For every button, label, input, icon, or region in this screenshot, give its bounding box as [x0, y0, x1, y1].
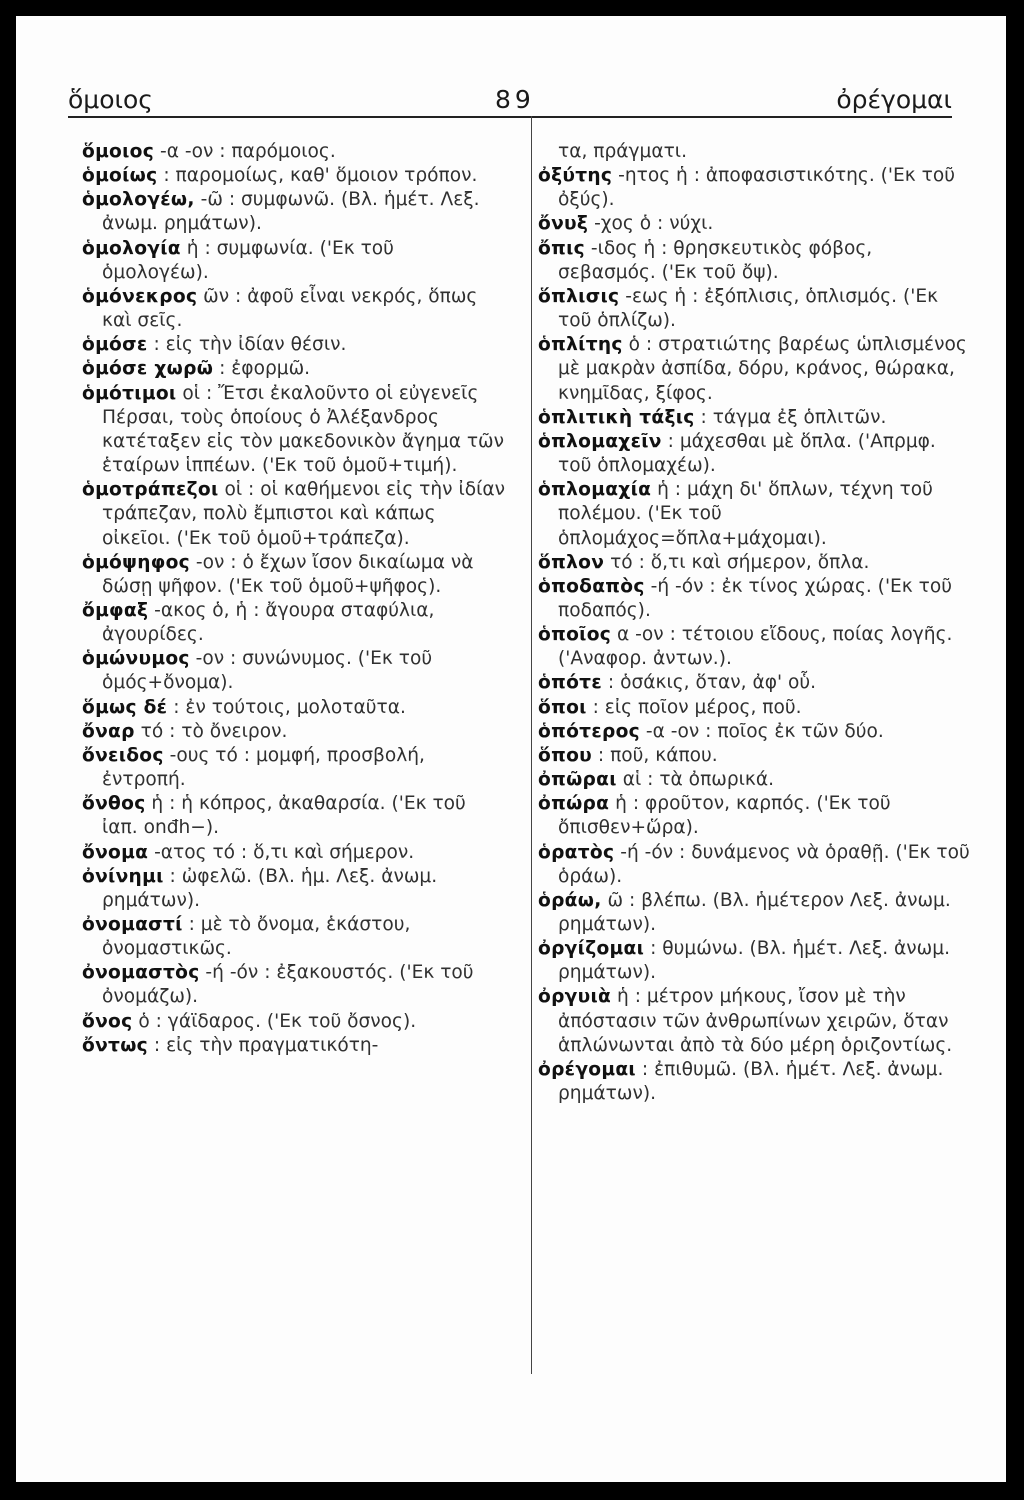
entry-headword: ὁπλομαχεῖν: [538, 430, 662, 452]
entry-definition: : ἐν τούτοις, μολοταῦτα.: [167, 696, 406, 718]
dictionary-entry: [82, 599, 506, 647]
entry-definition: : μὲ τὸ ὄνομα, ἑκάστου, ὀνομαστικῶς.: [102, 914, 411, 960]
entry-definition: -α -ον : ποῖος ἐκ τῶν δύο.: [639, 720, 884, 742]
dictionary-page: [16, 16, 1006, 1482]
dictionary-entry: [538, 164, 970, 212]
column-divider: [531, 116, 532, 1374]
entry-definition: ἡ : μέτρον μήκους, ἴσον μὲ τὴν ἀπόστασιν τῶν ἀνθρωπίνων χειρῶν, ὅταν ἁπλώνωνται ἀπὸ τὰ δύο μέρη ὁριζοντίως.: [558, 986, 953, 1056]
dictionary-entry: [538, 285, 970, 333]
dictionary-entry: [82, 913, 506, 961]
entry-headword: ὁπλιτικὴ τάξις: [538, 406, 695, 428]
entry-headword: ὁπλίτης: [538, 334, 623, 356]
entry-definition: : εἰς τὴν ἰδίαν θέσιν.: [147, 334, 347, 356]
entry-definition: : ποῦ, κάπου.: [592, 744, 718, 766]
entry-headword: ὁρατὸς: [538, 841, 615, 863]
page-number: 89: [495, 85, 535, 114]
entry-definition: οἱ : οἱ καθήμενοι εἰς τὴν ἰδίαν τράπεζαν, πολὺ ἔμπιστοι καὶ κάπως οἰκεῖοι. ('Εκ τοῦ ὁμοῦ+τράπεζα).: [102, 479, 506, 549]
dictionary-entry: [538, 671, 970, 695]
entry-definition: : εἰς ποῖον μέρος, ποῦ.: [586, 696, 802, 718]
entry-headword: ὀπῶραι: [538, 769, 617, 791]
dictionary-entry: [538, 406, 970, 430]
entry-definition: ὁ : γάϊδαρος. ('Εκ τοῦ ὄσνος).: [132, 1010, 417, 1032]
entry-definition: -α -ον : παρόμοιος.: [154, 141, 336, 162]
dictionary-entry: [82, 164, 506, 188]
entry-headword: ὁράω,: [538, 889, 602, 911]
entry-definition: : θυμώνω. (Βλ. ἡμέτ. Λεξ. ἀνωμ. ρημάτων).: [558, 938, 950, 984]
entry-headword: ὄμφαξ: [82, 599, 149, 621]
entry-headword: ὀξύτης: [538, 165, 613, 187]
entry-headword: ὁποδαπὸς: [538, 575, 645, 597]
entry-headword: ὁμότιμοι: [82, 382, 177, 404]
dictionary-entry: [82, 1010, 506, 1034]
dictionary-entry: [82, 865, 506, 913]
entry-definition: -ον : ὁ ἔχων ἴσον δικαίωμα νὰ δώσῃ ψῆφον. ('Εκ τοῦ ὁμοῦ+ψῆφος).: [102, 551, 474, 597]
entry-definition: : ὁσάκις, ὅταν, ἀφ' οὗ.: [601, 672, 817, 694]
dictionary-entry: [538, 551, 970, 575]
dictionary-entry: [82, 478, 506, 550]
entry-definition: -ῶ : συμφωνῶ. (Βλ. ἡμέτ. Λεξ. ἀνωμ. ρημάτων).: [102, 189, 480, 235]
dictionary-entry: [82, 357, 506, 381]
entry-definition: -ατος τό : ὅ,τι καὶ σήμερον.: [148, 841, 415, 863]
entry-definition: -ιδος ἡ : θρησκευτικὸς φόβος, σεβασμός. ('Εκ τοῦ ὄψ).: [558, 237, 873, 283]
dictionary-entry: [538, 985, 970, 1057]
entry-definition: τό : ὅ,τι καὶ σήμερον, ὅπλα.: [604, 551, 870, 573]
dictionary-entry: [82, 744, 506, 792]
dictionary-entry: [82, 696, 506, 720]
entry-headword: ὄπις: [538, 237, 585, 259]
entry-definition: -εως ἡ : ἐξόπλισις, ὁπλισμός. ('Εκ τοῦ ὁπλίζω).: [558, 285, 939, 332]
entry-headword: ὅποι: [538, 696, 587, 718]
right-column: [538, 140, 970, 1106]
entry-definition: -ή -όν : ἐξακουστός. ('Εκ τοῦ ὀνομάζω).: [102, 962, 474, 1008]
entry-headword: ὁποῖος: [538, 624, 612, 646]
dictionary-entry: [538, 623, 970, 671]
entry-definition: -ους τό : μομφή, προσβολή, ἐντροπή.: [102, 744, 425, 791]
entry-definition: ἡ : φροῦτον, καρπός. ('Εκ τοῦ ὄπισθεν+ὥρα).: [558, 793, 891, 839]
entry-headword: ὁμολογία: [82, 237, 181, 259]
dictionary-entry: [82, 1034, 506, 1058]
entry-headword: ὄντως: [82, 1034, 148, 1056]
entry-definition: -ακος ὁ, ἡ : ἄγουρα σταφύλια, ἀγουρίδες.: [102, 599, 435, 646]
entry-headword: ὁμόσε χωρῶ: [82, 358, 214, 380]
entry-headword: ὅμοιος: [82, 141, 155, 162]
dictionary-entry: [538, 1058, 970, 1106]
entry-definition: -ή -όν : ἐκ τίνος χώρας. ('Εκ τοῦ ποδαπός).: [558, 575, 952, 621]
entry-definition: τα, πράγματι.: [558, 141, 688, 162]
entry-headword: ὄναρ: [82, 720, 135, 742]
entry-headword: ὀργίζομαι: [538, 938, 645, 960]
entry-headword: ὀργυιὰ: [538, 986, 612, 1008]
dictionary-entry: [82, 647, 506, 695]
header-left-guideword: ὅμοιος: [68, 85, 153, 114]
entry-headword: ὁμοτράπεζοι: [82, 479, 219, 501]
entry-definition: : ἐπιθυμῶ. (Βλ. ἡμέτ. Λεξ. ἀνωμ. ρημάτων).: [558, 1058, 944, 1105]
dictionary-entry: [82, 961, 506, 1009]
dictionary-entry: [538, 744, 970, 768]
entry-definition: : παρομοίως, καθ' ὅμοιον τρόπον.: [157, 165, 478, 187]
dictionary-entry: [82, 140, 506, 164]
dictionary-entry: [538, 937, 970, 985]
dictionary-entry: [538, 575, 970, 623]
entry-definition: ῶ : βλέπω. (Βλ. ἡμέτερον Λεξ. ἀνωμ. ρημάτων).: [558, 889, 951, 935]
entry-definition: τό : τὸ ὄνειρον.: [134, 720, 288, 742]
page-header: [68, 74, 952, 118]
dictionary-entry: [82, 333, 506, 357]
left-column: [82, 140, 506, 1058]
dictionary-entry: [82, 382, 506, 479]
entry-headword: ὀπώρα: [538, 793, 610, 815]
entry-definition: : μάχεσθαι μὲ ὅπλα. ('Απρμφ. τοῦ ὁπλομαχέω).: [558, 430, 936, 477]
entry-definition: ἡ : μάχη δι' ὅπλων, τέχνη τοῦ πολέμου. ('Εκ τοῦ ὁπλομάχος=ὅπλα+μάχομαι).: [558, 479, 933, 549]
entry-headword: ὅπλισις: [538, 285, 620, 307]
entry-definition: ῶν : ἀφοῦ εἶναι νεκρός, ὅπως καὶ σεῖς.: [102, 285, 478, 332]
entry-definition: : εἰς τὴν πραγματικότη-: [148, 1034, 379, 1056]
dictionary-entry: [82, 551, 506, 599]
dictionary-entry: [538, 792, 970, 840]
entry-definition: -ή -όν : δυνάμενος νὰ ὁραθῇ. ('Εκ τοῦ ὁράω).: [558, 841, 970, 887]
dictionary-entry: [538, 237, 970, 285]
entry-definition: ἡ : ἡ κόπρος, ἀκαθαρσία. ('Εκ τοῦ ἰαπ. onđh−).: [102, 793, 466, 839]
entry-definition: : τάγμα ἐξ ὁπλιτῶν.: [694, 406, 887, 428]
dictionary-entry: [538, 478, 970, 550]
dictionary-entry: [538, 430, 970, 478]
dictionary-entry: [82, 720, 506, 744]
dictionary-entry: [538, 696, 970, 720]
dictionary-entry: [82, 188, 506, 236]
entry-headword: ὄνειδος: [82, 744, 164, 766]
entry-headword: ὁπλομαχία: [538, 479, 652, 501]
entry-headword: ὄνομα: [82, 841, 149, 863]
entry-definition: : ὠφελῶ. (Βλ. ἡμ. Λεξ. ἀνωμ. ρημάτων).: [102, 865, 438, 911]
dictionary-entry: [82, 841, 506, 865]
entry-headword: ὀνίνημι: [82, 865, 164, 887]
entry-headword: ὀνομαστὸς: [82, 962, 200, 984]
entry-headword: ὀρέγομαι: [538, 1058, 636, 1080]
dictionary-entry: [82, 285, 506, 333]
dictionary-entry: [538, 889, 970, 937]
dictionary-entry: [82, 237, 506, 285]
entry-definition: αἱ : τὰ ὀπωρικά.: [616, 769, 775, 791]
entry-definition: : ἐφορμῶ.: [213, 358, 311, 380]
header-right-guideword: ὀρέγομαι: [836, 85, 952, 114]
entry-headword: ὅμως δέ: [82, 696, 168, 718]
entry-headword: ὁπότε: [538, 672, 602, 694]
entry-headword: ὄνυξ: [538, 213, 589, 235]
dictionary-entry: [538, 768, 970, 792]
entry-headword: ὁμοίως: [82, 165, 158, 187]
entry-headword: ὁμόψηφος: [82, 551, 190, 573]
dictionary-entry: [538, 212, 970, 236]
entry-headword: ὁμόνεκρος: [82, 285, 198, 307]
entry-headword: ὁμώνυμος: [82, 648, 190, 670]
entry-definition: α -ον : τέτοιου εἴδους, ποίας λογῆς. ('Αναφορ. ἀντων.).: [558, 624, 953, 670]
dictionary-entry: [538, 333, 970, 405]
entry-definition: -χος ὁ : νύχι.: [588, 213, 714, 235]
entry-definition: -ον : συνώνυμος. ('Εκ τοῦ ὁμός+ὄνομα).: [102, 648, 433, 694]
dictionary-entry: [538, 720, 970, 744]
dictionary-entry: [538, 140, 970, 164]
entry-definition: -ητος ἡ : ἀποφασιστικότης. ('Εκ τοῦ ὀξύς).: [558, 165, 955, 211]
dictionary-entry: [538, 841, 970, 889]
entry-headword: ὁπότερος: [538, 720, 640, 742]
entry-headword: ὁμολογέω,: [82, 189, 195, 211]
dictionary-entry: [82, 792, 506, 840]
entry-definition: ὁ : στρατιώτης βαρέως ὡπλισμένος μὲ μακρὰν ἀσπίδα, δόρυ, κράνος, θώρακα, κνημῖδας, ξίφος.: [558, 334, 967, 404]
entry-headword: ὄνθος: [82, 793, 146, 815]
entry-headword: ὅπου: [538, 744, 593, 766]
entry-definition: οἱ : Ἔτσι ἐκαλοῦντο οἱ εὐγενεῖς Πέρσαι, τοὺς ὁποίους ὁ Ἀλέξανδρος κατέταξεν εἰς τὸν μακεδονικὸν ἄγημα τῶν ἑταίρων ἱππέων. ('Εκ τοῦ ὁμοῦ+τιμή).: [102, 382, 505, 477]
entry-headword: ὁμόσε: [82, 334, 148, 356]
entry-headword: ὀνομαστί: [82, 914, 183, 935]
entry-definition: ἡ : συμφωνία. ('Εκ τοῦ ὁμολογέω).: [102, 237, 394, 283]
entry-headword: ὅπλον: [538, 551, 605, 573]
entry-headword: ὄνος: [82, 1010, 133, 1032]
